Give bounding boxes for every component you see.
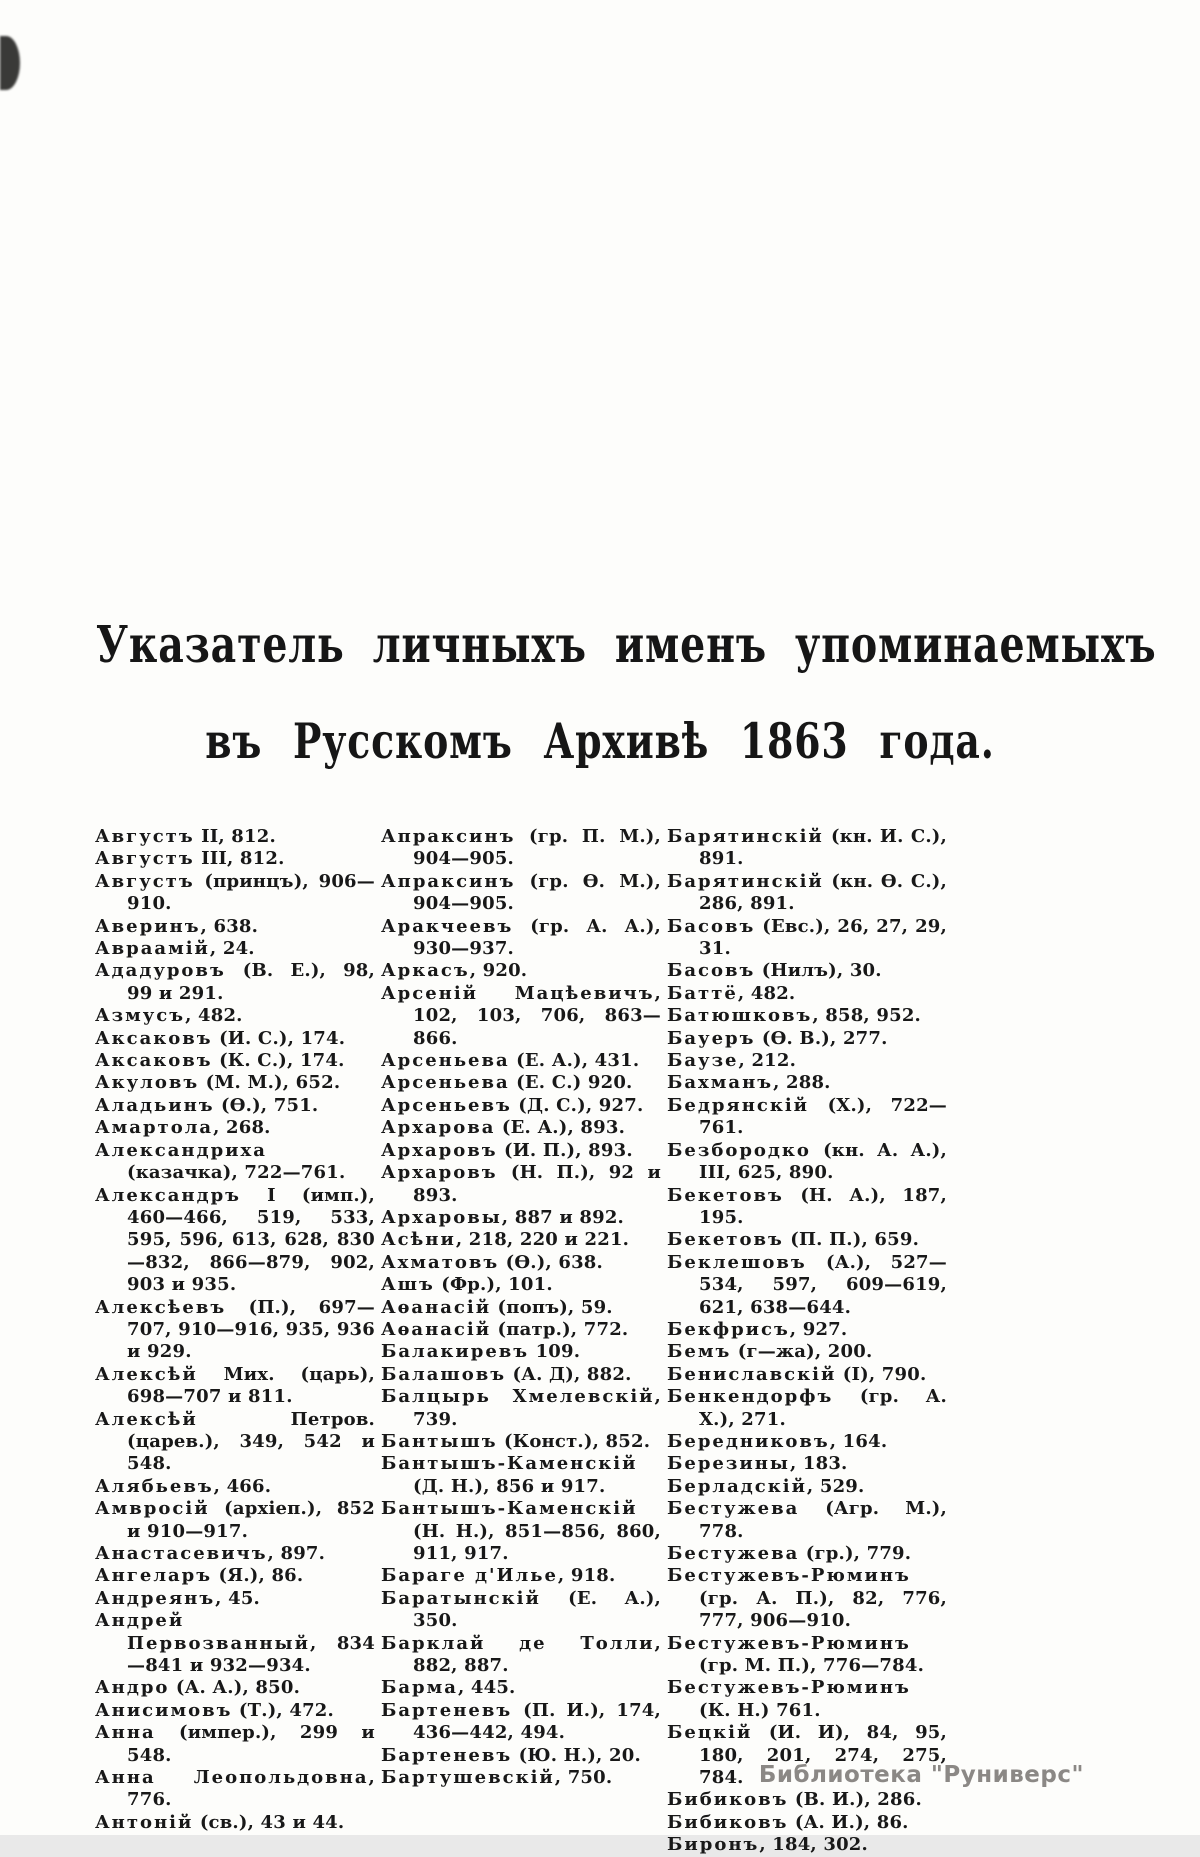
entry-name: Бантышъ-Каменскій	[381, 1498, 638, 1520]
entry-name: Баузе	[667, 1050, 739, 1072]
entry-name: Бестужевъ-Рюминъ	[667, 1677, 911, 1699]
entry-name: Бестужева	[667, 1543, 800, 1564]
index-entry	[667, 1341, 947, 1363]
entry-name: Алексѣй	[95, 1408, 198, 1430]
entry-refs: (I), 790.	[836, 1363, 927, 1385]
entry-name: Бедрянскій	[667, 1094, 810, 1116]
entry-name: Беклешовъ	[667, 1251, 807, 1273]
entry-name: Бартушевскій	[381, 1767, 555, 1789]
entry-refs: (Ѳ.), 638.	[499, 1251, 603, 1273]
entry-name: Александръ	[95, 1184, 241, 1206]
entry-refs: (П. П.), 659.	[783, 1229, 920, 1251]
index-entry	[381, 1252, 661, 1274]
index-entry	[667, 1140, 947, 1185]
index-entry	[381, 1319, 661, 1341]
entry-name: Бередниковъ	[667, 1430, 830, 1452]
entry-name: Алябьевъ	[95, 1475, 214, 1497]
entry-refs: (гр. П. М.), 904—905.	[413, 826, 661, 870]
entry-refs: (кн. И. С.), 891.	[699, 826, 947, 870]
index-entry	[95, 826, 375, 848]
index-entry	[381, 826, 661, 871]
entry-refs: (Н. Н.), 851—856, 860, 911, 917.	[413, 1520, 661, 1564]
entry-refs: , 183.	[789, 1453, 848, 1475]
entry-refs: , 739.	[413, 1386, 661, 1430]
index-entry	[667, 960, 947, 982]
entry-refs: (Д. Н.), 856 и 917.	[413, 1475, 606, 1497]
entry-refs: (А. А.), 850.	[169, 1677, 301, 1699]
index-entry	[667, 983, 947, 1005]
entry-name: Ашъ	[381, 1274, 435, 1296]
index-entry	[381, 983, 661, 1050]
entry-name: Арсеньева	[381, 1050, 510, 1072]
entry-refs: , 445.	[457, 1677, 516, 1699]
index-entry	[95, 1677, 375, 1699]
entry-refs: (А.), 527—534, 597, 609—619, 621, 638—644.	[699, 1251, 947, 1318]
entry-refs: 109.	[529, 1341, 581, 1363]
entry-name: Аѳанасій	[381, 1296, 492, 1318]
index-entry	[667, 1319, 947, 1341]
entry-refs: (К. Н.) 761.	[699, 1699, 821, 1721]
entry-refs: (Е. А.), 350.	[413, 1587, 661, 1632]
entry-name: Бантышъ-Каменскій	[381, 1453, 638, 1475]
entry-refs: (Я.), 86.	[212, 1565, 304, 1587]
entry-name: Августъ	[95, 848, 195, 870]
index-entry	[95, 1005, 375, 1027]
entry-name: Анна Леопольдовна	[95, 1767, 369, 1789]
entry-refs: (Ѳ.), 751.	[214, 1094, 319, 1116]
entry-refs: (Нилъ), 30.	[755, 960, 882, 982]
index-entry	[381, 960, 661, 982]
entry-name: Арсеній Мацѣевичъ	[381, 982, 655, 1004]
entry-name: Бекетовъ	[667, 1229, 784, 1251]
entry-name: Ахматовъ	[381, 1251, 500, 1273]
entry-name: Барятинскій	[667, 870, 824, 892]
entry-name: Ангеларъ	[95, 1565, 213, 1587]
index-entry	[667, 1095, 947, 1140]
entry-refs: , 834—841 и 932—934.	[127, 1632, 375, 1677]
entry-refs: (гр. А. П.), 82, 776, 777, 906—910.	[699, 1587, 947, 1632]
entry-name: Аксаковъ	[95, 1027, 213, 1049]
index-entry	[381, 1117, 661, 1139]
entry-refs: Петров. (царев.), 349, 542 и 548.	[127, 1408, 375, 1475]
entry-name: Басовъ	[667, 960, 756, 982]
entry-name: Анисимовъ	[95, 1699, 233, 1721]
entry-refs: (гр.), 779.	[799, 1543, 912, 1564]
index-entry	[95, 1565, 375, 1587]
index-entry	[381, 1386, 661, 1431]
index-entry	[667, 1453, 947, 1475]
entry-name: Балашовъ	[381, 1363, 507, 1385]
index-entry	[667, 1386, 947, 1431]
index-entry	[667, 1252, 947, 1319]
entry-name: Бемъ	[667, 1341, 732, 1363]
entry-name: Бениславскій	[667, 1363, 837, 1385]
entry-refs: , 776.	[127, 1767, 375, 1811]
index-entry	[381, 1431, 661, 1453]
index-entry	[95, 1095, 375, 1117]
index-column-3	[667, 826, 947, 1857]
index-entry	[381, 1453, 661, 1498]
entry-refs: , 184, 302.	[759, 1834, 868, 1856]
index-entry	[95, 1476, 375, 1498]
entry-refs: (И. П.), 893.	[497, 1139, 633, 1161]
entry-refs: (св.), 43 и 44.	[193, 1811, 345, 1833]
entry-refs: , 466.	[213, 1475, 272, 1497]
entry-refs: (импер.), 299 и 548.	[127, 1722, 375, 1766]
entry-name: Архаровъ	[381, 1139, 498, 1161]
index-entry	[95, 1185, 375, 1297]
entry-name: Анастасевичъ	[95, 1543, 268, 1564]
entry-refs: , 858, 952.	[812, 1005, 922, 1027]
entry-name: Бантышъ	[381, 1430, 498, 1452]
entry-name: Бараге д'Илье	[381, 1565, 558, 1587]
entry-refs: , 918.	[557, 1565, 616, 1587]
entry-refs: (Н. П.), 92 и 893.	[413, 1162, 661, 1206]
entry-refs: (кн. Ѳ. С.), 286, 891.	[699, 870, 947, 915]
entry-name: Александриха	[95, 1139, 267, 1161]
entry-name: Бибиковъ	[667, 1789, 789, 1811]
index-entry	[95, 1610, 375, 1677]
entry-name: Авраамій	[95, 938, 210, 960]
entry-name: Архаровъ	[381, 1162, 498, 1184]
entry-name: Андрей Первозванный	[95, 1610, 310, 1654]
entry-refs: (А. Д), 882.	[506, 1363, 632, 1385]
index-entry	[667, 1005, 947, 1027]
index-columns	[95, 826, 947, 1857]
index-entry	[381, 1341, 661, 1363]
entry-name: Бестужевъ-Рюминъ	[667, 1632, 911, 1654]
entry-refs: (Конст.), 852.	[497, 1430, 651, 1452]
entry-name: Басовъ	[667, 915, 756, 937]
index-entry	[381, 1274, 661, 1296]
index-entry	[381, 1745, 661, 1767]
index-entry	[667, 1229, 947, 1251]
entry-refs: (кн. А. А.), III, 625, 890.	[699, 1139, 947, 1184]
entry-refs: (Агр. М.), 778.	[699, 1498, 947, 1542]
entry-name: Бартеневъ	[381, 1744, 513, 1766]
entry-name: Андро	[95, 1677, 170, 1699]
entry-name: Балцырь Хмелевскій	[381, 1386, 655, 1408]
entry-refs: (патр.), 772.	[491, 1318, 629, 1340]
entry-refs: (А. И.), 86.	[788, 1811, 909, 1833]
index-entry	[667, 916, 947, 961]
index-entry	[381, 1050, 661, 1072]
index-entry	[95, 848, 375, 870]
entry-name: Берладскій	[667, 1475, 807, 1497]
entry-refs: (г—жа), 200.	[731, 1341, 873, 1363]
entry-name: Аксаковъ	[95, 1050, 213, 1072]
index-entry	[381, 1588, 661, 1633]
entry-name: Апраксинъ	[381, 826, 516, 847]
index-column-1	[95, 826, 375, 1857]
entry-refs: (попъ), 59.	[491, 1296, 613, 1318]
entry-refs: (Евс.), 26, 27, 29, 31.	[699, 915, 947, 960]
entry-name: Андреянъ	[95, 1587, 216, 1609]
entry-refs: (гр. М. П.), 776—784.	[699, 1655, 925, 1677]
entry-refs: (И. И), 84, 95, 180, 201, 274, 275, 784.	[699, 1722, 947, 1789]
index-entry	[667, 1834, 947, 1856]
index-entry	[95, 1297, 375, 1364]
entry-name: Баратынскій	[381, 1587, 541, 1609]
entry-refs: , 882, 887.	[413, 1632, 661, 1677]
entry-refs: (В. Е.), 98, 99 и 291.	[127, 960, 375, 1004]
entry-refs: , 164.	[829, 1430, 888, 1452]
entry-refs: (Ѳ. В.), 277.	[755, 1027, 888, 1049]
entry-name: Березины	[667, 1453, 790, 1475]
index-entry	[667, 1498, 947, 1543]
entry-name: Балакиревъ	[381, 1341, 530, 1363]
index-entry	[667, 1565, 947, 1632]
index-entry	[667, 1185, 947, 1230]
entry-refs: , 482.	[185, 1005, 243, 1027]
entry-name: Аладьинъ	[95, 1094, 215, 1116]
entry-refs: (Фр.), 101.	[434, 1274, 553, 1296]
index-entry	[95, 1364, 375, 1409]
entry-refs: , 638.	[200, 915, 259, 937]
entry-refs: Мих. (царь), 698—707 и 811.	[127, 1363, 375, 1408]
entry-refs: (П. И.), 174, 436—442, 494.	[413, 1699, 661, 1744]
entry-name: Бестужевъ-Рюминъ	[667, 1565, 911, 1587]
entry-refs: , 750.	[554, 1767, 613, 1789]
index-entry	[381, 1229, 661, 1251]
index-entry	[667, 1431, 947, 1453]
index-entry	[667, 1677, 947, 1722]
entry-name: Бестужева	[667, 1498, 800, 1520]
entry-refs: (принцъ), 906—910.	[127, 870, 375, 915]
index-entry	[95, 960, 375, 1005]
entry-name: Бартеневъ	[381, 1699, 513, 1721]
entry-name: Амвросій	[95, 1498, 210, 1520]
entry-refs: (Е. А.), 431.	[509, 1050, 640, 1072]
index-entry	[381, 1364, 661, 1386]
index-entry	[667, 1633, 947, 1678]
entry-refs: , 897.	[267, 1543, 326, 1564]
index-entry	[381, 1072, 661, 1094]
index-entry	[95, 1722, 375, 1767]
index-entry	[95, 1117, 375, 1139]
entry-name: Бенкендорфъ	[667, 1386, 834, 1408]
index-entry	[667, 1812, 947, 1834]
index-entry	[667, 1072, 947, 1094]
entry-refs: (гр. А. Х.), 271.	[699, 1386, 947, 1430]
entry-refs: , 482.	[737, 982, 796, 1004]
index-entry	[381, 916, 661, 961]
entry-refs: III, 812.	[194, 848, 285, 870]
entry-refs: (архіеп.), 852 и 910—917.	[127, 1498, 375, 1542]
entry-refs: , 212.	[738, 1050, 797, 1072]
entry-name: Бибиковъ	[667, 1811, 789, 1833]
entry-refs: I (имп.), 460—466, 519, 533, 595, 596, 613, 628, 830—832, 866—879, 902, 903 и 935.	[127, 1184, 375, 1296]
index-entry	[95, 1072, 375, 1094]
entry-name: Анна	[95, 1722, 156, 1744]
index-entry	[667, 826, 947, 871]
index-entry	[381, 1297, 661, 1319]
entry-name: Аракчеевъ	[381, 915, 514, 937]
entry-name: Амартола	[95, 1117, 214, 1139]
index-entry	[381, 1140, 661, 1162]
entry-name: Акуловъ	[95, 1072, 200, 1094]
entry-name: Алексѣй	[95, 1363, 198, 1385]
index-entry	[381, 1565, 661, 1587]
index-entry	[95, 1767, 375, 1812]
index-entry	[381, 871, 661, 916]
entry-name: Бахманъ	[667, 1072, 774, 1094]
entry-refs: (гр. Ѳ. М.), 904—905.	[413, 870, 661, 915]
entry-name: Архаровы	[381, 1206, 502, 1228]
index-entry	[95, 871, 375, 916]
index-entry	[95, 938, 375, 960]
entry-name: Бауеръ	[667, 1027, 756, 1049]
entry-refs: (К. С.), 174.	[212, 1050, 345, 1072]
entry-refs: (Е. С.) 920.	[509, 1072, 633, 1094]
entry-name: Безбородко	[667, 1139, 811, 1161]
entry-name: Биронъ	[667, 1834, 760, 1856]
entry-refs: (М. М.), 652.	[199, 1072, 341, 1094]
index-entry	[667, 1789, 947, 1811]
entry-name: Асѣни	[381, 1229, 456, 1251]
index-entry	[381, 1207, 661, 1229]
index-entry	[667, 1543, 947, 1565]
index-entry	[95, 1543, 375, 1565]
entry-name: Бекфрисъ	[667, 1318, 790, 1340]
scan-artifact-top-left	[0, 36, 20, 90]
index-column-2	[381, 826, 661, 1857]
entry-name: Арсеньева	[381, 1072, 510, 1094]
page-title-line2: въ Русскомъ Архивѣ 1863 года.	[205, 712, 995, 771]
entry-name: Аѳанасій	[381, 1318, 492, 1340]
index-entry	[381, 1767, 661, 1789]
entry-refs: , 529.	[806, 1475, 865, 1497]
index-entry	[95, 1140, 375, 1185]
entry-refs: , 288.	[773, 1072, 831, 1094]
index-entry	[381, 1700, 661, 1745]
index-entry	[95, 1409, 375, 1476]
entry-refs: , 268.	[213, 1117, 271, 1139]
entry-name: Аверинъ	[95, 915, 201, 937]
entry-name: Аркасъ	[381, 960, 470, 982]
entry-refs: (Х.), 722—761.	[699, 1094, 947, 1139]
entry-name: Апраксинъ	[381, 870, 516, 892]
entry-refs: (Т.), 472.	[232, 1699, 334, 1721]
entry-refs: , 24.	[209, 938, 255, 960]
entry-refs: II, 812.	[194, 826, 276, 847]
entry-refs: (П.), 697—707, 910—916, 935, 936 и 929.	[127, 1296, 375, 1363]
page-title	[0, 615, 1200, 771]
entry-refs: (Н. А.), 187, 195.	[699, 1184, 947, 1228]
entry-name: Августъ	[95, 826, 195, 847]
entry-refs: (гр. А. А.), 930—937.	[413, 915, 661, 960]
index-entry	[381, 1633, 661, 1678]
entry-name: Бекетовъ	[667, 1184, 784, 1206]
page-title-line1: Указатель личныхъ именъ упоминаемыхъ	[96, 615, 1157, 676]
entry-refs: , 102, 103, 706, 863—866.	[413, 982, 661, 1049]
index-entry	[95, 1588, 375, 1610]
entry-name: Антоній	[95, 1811, 194, 1833]
entry-refs: (Д. С.), 927.	[511, 1094, 644, 1116]
entry-name: Барятинскій	[667, 826, 824, 847]
entry-name: Архарова	[381, 1117, 496, 1139]
index-entry	[381, 1095, 661, 1117]
index-entry	[95, 1812, 375, 1834]
entry-refs: , 45.	[215, 1587, 261, 1609]
entry-name: Батюшковъ	[667, 1005, 813, 1027]
entry-refs: , 927.	[789, 1318, 848, 1340]
index-entry	[667, 1028, 947, 1050]
index-entry	[95, 1498, 375, 1543]
entry-name: Бецкій	[667, 1722, 753, 1744]
entry-refs: , 218, 220 и 221.	[455, 1229, 630, 1251]
entry-name: Азмусъ	[95, 1005, 186, 1027]
index-entry	[95, 1050, 375, 1072]
entry-refs: (В. И.), 286.	[788, 1789, 922, 1811]
index-entry	[95, 1700, 375, 1722]
index-entry	[667, 1050, 947, 1072]
entry-name: Алексѣевъ	[95, 1296, 227, 1318]
index-entry	[667, 1476, 947, 1498]
entry-refs: , 887 и 892.	[501, 1206, 625, 1228]
index-entry	[667, 871, 947, 916]
watermark: Библиотека "Руниверс"	[758, 1762, 1084, 1788]
entry-name: Барклай де Толли	[381, 1632, 655, 1654]
entry-refs: (казачка), 722—761.	[127, 1162, 346, 1184]
index-entry	[95, 916, 375, 938]
entry-refs: , 920.	[469, 960, 528, 982]
index-entry	[381, 1677, 661, 1699]
index-entry	[381, 1498, 661, 1565]
index-entry	[95, 1028, 375, 1050]
entry-name: Барма	[381, 1677, 458, 1699]
index-entry	[381, 1162, 661, 1207]
entry-name: Ададуровъ	[95, 960, 226, 982]
entry-refs: (Е. А.), 893.	[495, 1117, 626, 1139]
entry-refs: (И. С.), 174.	[212, 1027, 346, 1049]
entry-refs: (Ю. Н.), 20.	[512, 1744, 641, 1766]
entry-name: Августъ	[95, 870, 195, 892]
index-entry	[667, 1364, 947, 1386]
entry-name: Арсеньевъ	[381, 1094, 512, 1116]
entry-name: Баттё	[667, 982, 738, 1004]
